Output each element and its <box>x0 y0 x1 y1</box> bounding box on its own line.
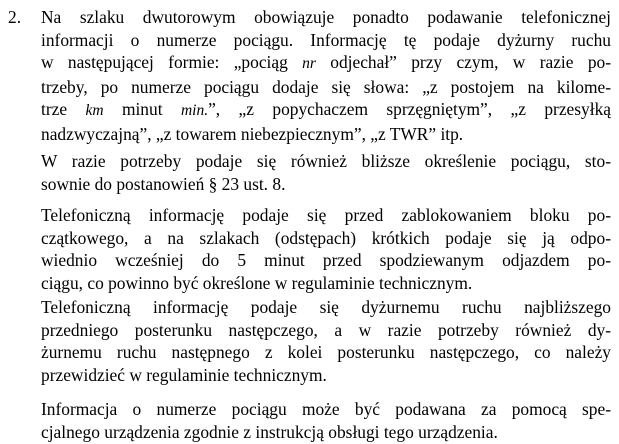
text-run: w następującej formie: „pociąg <box>41 52 303 72</box>
text-run: Informacja o numerze pociągu może być podawana za pomocą spe- <box>41 399 611 419</box>
text-line <box>41 123 611 146</box>
text-run: W razie potrzeby podaje się również bliższe określenie pociągu, sto- <box>41 151 611 171</box>
text-line <box>41 76 611 99</box>
text-run: cjalnego urządzenia zgodnie z instrukcją obsługi tego urządzenia. <box>41 421 498 442</box>
text-run: informacji o numerze pociągu. Informację tę podaje dyżurny ruchu <box>41 29 611 50</box>
text-line <box>41 296 611 319</box>
text-line <box>41 29 611 52</box>
text-line <box>41 398 611 421</box>
text-line <box>41 150 611 173</box>
text-run: nadzwyczajną”, „z towarem niebezpiecznym”, „z TWR” itp. <box>41 123 464 144</box>
text-line <box>41 51 611 76</box>
italic-placeholder: nr <box>302 55 316 72</box>
text-run: ”, „z popychaczem sprzęgniętym”, „z przesyłką <box>208 99 611 119</box>
text-run: odjechał” przy czym, w razie po- <box>315 52 612 72</box>
italic-placeholder: km <box>85 102 104 119</box>
text-run: minut <box>103 99 181 119</box>
text-run: żurnemu ruchu następnego z kolei posterunku następczego, co należy <box>41 342 611 362</box>
text-run: ciągu, co powinno być określone w regulaminie technicznym. <box>41 272 473 293</box>
text-line <box>41 6 611 29</box>
text-line <box>41 204 611 227</box>
paragraph-blizsze-okreslenie <box>41 150 611 195</box>
text-line <box>41 341 611 364</box>
text-line <box>41 319 611 342</box>
text-run: Telefoniczną informację podaje się dyżurnemu ruchu najbliższego <box>41 297 611 317</box>
item-number: 2. <box>8 7 22 27</box>
text-line <box>41 249 611 272</box>
text-run: przedniego posterunku następczego, a w razie potrzeby również dy- <box>41 319 611 340</box>
italic-placeholder: min. <box>180 102 209 119</box>
text-line <box>41 98 611 123</box>
paragraph-posterunek-nastepczy <box>41 296 611 386</box>
text-run: Telefoniczną informację podaje się przed zablokowaniem bloku po- <box>41 205 611 225</box>
text-line <box>41 364 611 387</box>
text-line <box>41 421 611 444</box>
text-run: sownie do postanowień § 23 ust. 8. <box>41 173 286 194</box>
text-run: wiednio wcześniej do 5 minut przed spodziewanym odjazdem po- <box>41 250 611 270</box>
text-run: przewidzieć w regulaminie technicznym. <box>41 364 327 385</box>
text-run: Na szlaku dwutorowym obowiązuje ponadto podawanie telefonicznej <box>41 7 611 27</box>
text-run: trzeby, po numerze pociągu dodaje się słowa: „z postojem na kilome- <box>41 76 611 97</box>
paragraph-urzadzenie-specjalne <box>41 398 611 443</box>
text-line <box>41 227 611 250</box>
text-run: trze <box>41 99 86 119</box>
text-run: czątkowego, a na szlakach (odstępach) krótkich podaje się ją odpo- <box>41 227 611 248</box>
text-line <box>41 272 611 295</box>
text-line <box>41 173 611 196</box>
paragraph-dwutorowy <box>41 6 611 145</box>
paragraph-zablokowanie-bloku <box>41 204 611 294</box>
